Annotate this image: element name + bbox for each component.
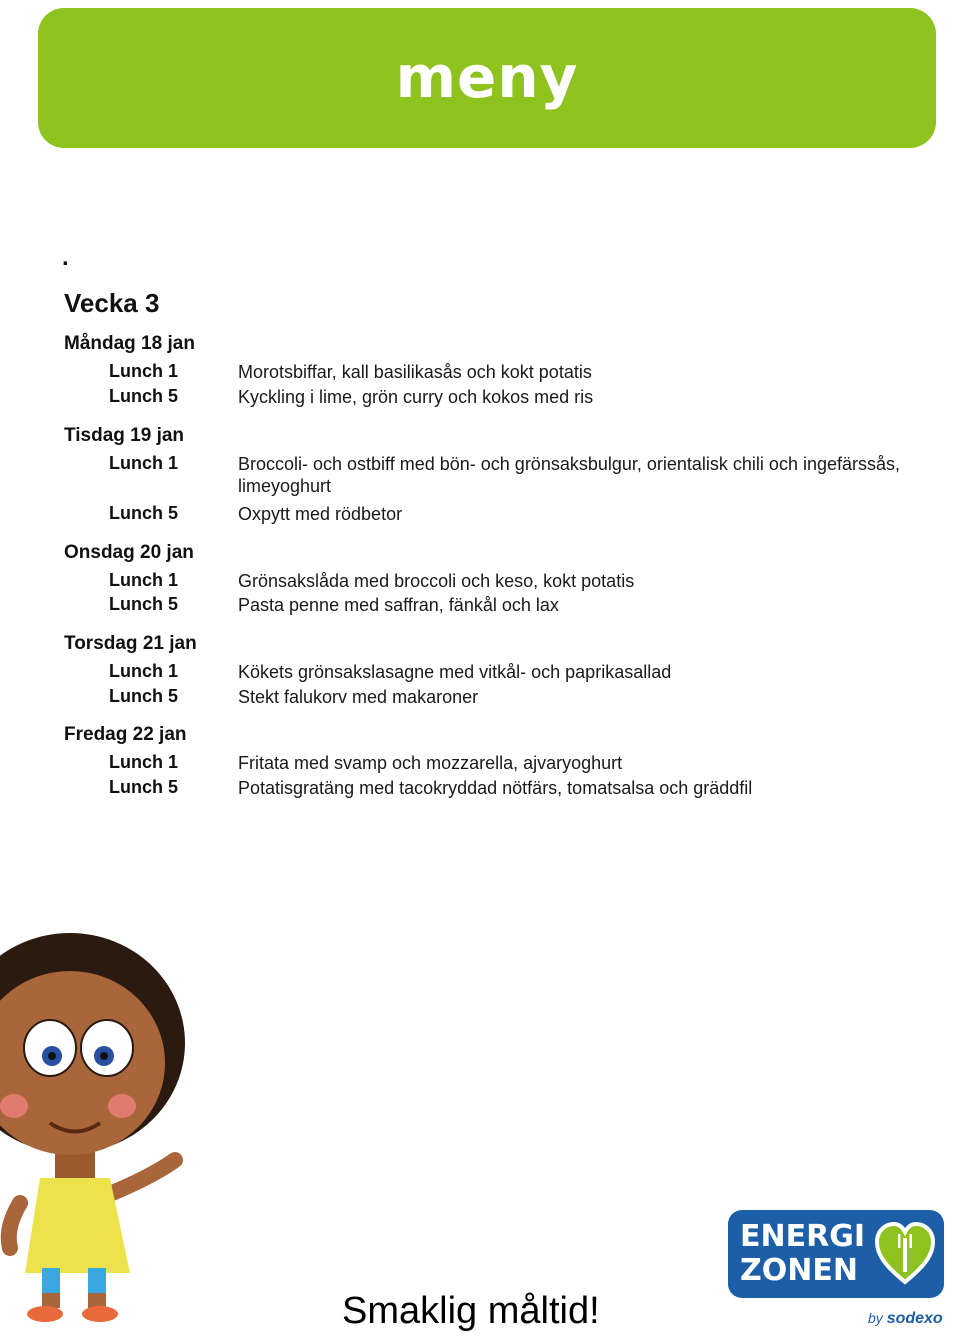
- week-title: Vecka 3: [64, 288, 160, 318]
- heart-fork-icon: [874, 1220, 936, 1288]
- lunch-label: Lunch 1: [109, 361, 179, 381]
- logo-line-1: ENERGI: [740, 1219, 865, 1254]
- bullet-dot: .: [62, 244, 69, 271]
- dish-text: Fritata med svamp och mozzarella, ajvaryoghurt: [238, 753, 623, 773]
- lunch-label: Lunch 5: [109, 777, 179, 797]
- dish-text: Morotsbiffar, kall basilikasås och kokt potatis: [238, 362, 592, 382]
- byline-by: by: [868, 1310, 883, 1326]
- dish-text: Oxpytt med rödbetor: [238, 504, 403, 524]
- logo-text: [740, 1220, 865, 1288]
- day-title: Torsdag 21 jan: [64, 633, 197, 654]
- dish-text: Potatisgratäng med tacokryddad nötfärs, tomatsalsa och gräddfil: [238, 778, 753, 798]
- lunch-label: Lunch 1: [109, 570, 179, 590]
- energizonen-logo: [728, 1210, 944, 1298]
- dish-text: Broccoli- och ostbiff med bön- och grönsaksbulgur, orientalisk chili och ingefärssås, limeyoghurt: [238, 454, 901, 496]
- lunch-label: Lunch 5: [109, 686, 179, 706]
- lunch-label: Lunch 5: [109, 503, 179, 523]
- dish-text: Grönsakslåda med broccoli och keso, kokt potatis: [238, 571, 635, 591]
- lunch-label: Lunch 1: [109, 661, 179, 681]
- lunch-label: Lunch 5: [109, 594, 179, 614]
- day-title: Fredag 22 jan: [64, 724, 187, 745]
- girl-illustration: [0, 928, 200, 1328]
- header-banner: [38, 8, 936, 148]
- footer-greeting: Smaklig måltid!: [342, 1290, 600, 1332]
- lunch-label: Lunch 5: [109, 386, 179, 406]
- sodexo-byline: [868, 1310, 943, 1328]
- byline-company: sodexo: [886, 1310, 943, 1327]
- day-title: Måndag 18 jan: [64, 333, 195, 354]
- meny-logo: meny: [395, 43, 579, 111]
- dish-text: Pasta penne med saffran, fänkål och lax: [238, 595, 559, 615]
- dish-text: Kökets grönsakslasagne med vitkål- och paprikasallad: [238, 662, 672, 682]
- dish-text: Kyckling i lime, grön curry och kokos med ris: [238, 387, 594, 407]
- lunch-label: Lunch 1: [109, 752, 179, 772]
- day-title: Tisdag 19 jan: [64, 425, 185, 446]
- dish-text: Stekt falukorv med makaroner: [238, 687, 479, 707]
- day-title: Onsdag 20 jan: [64, 542, 194, 563]
- logo-line-2: ZONEN: [740, 1253, 858, 1288]
- lunch-label: Lunch 1: [109, 453, 179, 473]
